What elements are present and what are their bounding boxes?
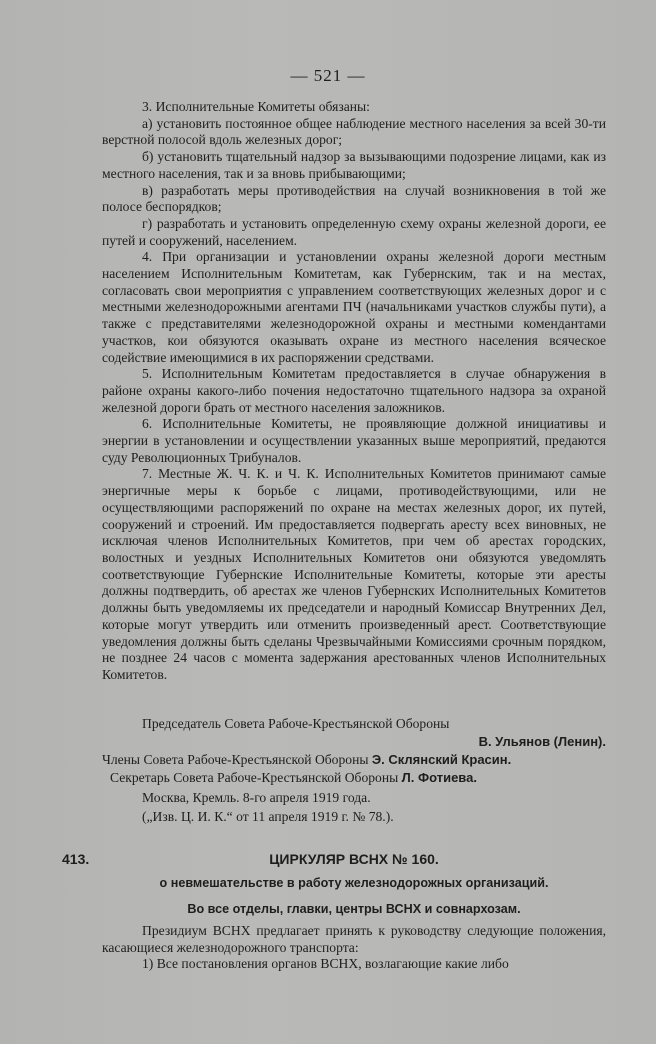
document-title: ЦИРКУЛЯР ВСНХ № 160. xyxy=(269,851,439,867)
circular-intro: Президиум ВСНХ предлагает принять к руководству следующие положения, касающиеся железнодорожного транспорта: xyxy=(102,923,606,955)
secretary-name: Л. Фотиева. xyxy=(401,770,477,785)
paragraph-3b: б) установить тщательный надзор за вызывающими подозрение лицами, как из местного населения, так и за вновь прибывающими; xyxy=(102,149,606,181)
page-number: — 521 — xyxy=(290,66,366,85)
paragraph-3v: в) разработать меры противодействия на случай возникновения в той же полосе беспорядков; xyxy=(102,182,606,215)
paragraph-6: 6. Исполнительные Комитеты, не проявляющие должной инициативы и энергии в установлении и осуществлении указанных выше мероприятий, предаются суду Революционных Трибуналов. xyxy=(102,416,606,465)
circular-item-1: 1) Все постановления органов ВСНХ, возлагающие какие либо xyxy=(142,956,509,972)
document-subtitle: о невмешательстве в работу железнодорожных организаций. xyxy=(159,876,549,890)
circular-body xyxy=(102,923,606,973)
secretary-line xyxy=(102,770,606,786)
secretary-title: Секретарь Совета Рабоче-Крестьянской Обороны xyxy=(110,770,399,785)
members-names: Э. Склянский Красин. xyxy=(371,752,512,767)
paragraph-7: 7. Местные Ж. Ч. К. и Ч. К. Исполнительных Комитетов принимают самые энергичные меры к борьбе с лицами, противодействующими, или не осуществляющими распоряжений по охране на местах железных дорог, их путей, сооружений и строений. Им предоставляется подвергать аресту всех виновных, не исключая членов Исполнительных Комитетов, при чем об арестах городских, волостных и уездных Исполнительных Комитетов они обязуются уведомлять соответствующие Губернские Исполнительные Комитеты, которые эти аресты должны подтвердить, об арестах же членов Губернских Исполнительных Комитетов должны быть уведомляемы их председатели и народный Комиссар Внутренних Дел, которые могут утвердить или отменить произведенный арест. Соответствующие уведомления должны быть сделаны Чрезвычайными Комиссиями срочным порядком, не позднее 24 часов с момента задержания арестованных членов Исполнительных Комитетов. xyxy=(102,466,606,682)
members-line xyxy=(102,752,606,768)
document-address: Во все отделы, главки, центры ВСНХ и совнархозам. xyxy=(187,902,521,916)
paragraph-3a: а) установить постоянное общее наблюдение местного населения за всей 30-ти верстной полосой вдоль железных дорог; xyxy=(102,115,606,148)
chairman-title: Председатель Совета Рабоче-Крестьянской Обороны xyxy=(142,716,450,731)
paragraph-4: 4. При организации и установлении охраны железной дороги местным населением Исполнительным Комитетам, как Губернским, так и на местах, согласовать свои мероприятия с управлением соответствующих железных дорог и с местными железнодорожными агентами ПЧ (начальниками участков службы пути), а также с представителями железнодорожной охраны и местными комендантами участков, кои обязуются оказывать охране из местного населения всяческое содействие имеющимися в их распоряжении средствами. xyxy=(102,249,606,365)
source-citation: („Изв. Ц. И. К.“ от 11 апреля 1919 г. № 78.). xyxy=(142,809,394,824)
document-number: 413. xyxy=(62,851,90,867)
dateline: Москва, Кремль. 8-го апреля 1919 года. xyxy=(142,790,371,805)
paragraph-3g: г) разработать и установить определенную схему охраны железной дороги, ее путей и сооружений, населением. xyxy=(102,215,606,248)
members-title: Члены Совета Рабоче-Крестьянской Обороны xyxy=(102,752,369,767)
decree-body xyxy=(102,99,606,684)
chairman-name: В. Ульянов (Ленин). xyxy=(478,734,606,749)
paragraph-3-heading: 3. Исполнительные Комитеты обязаны: xyxy=(142,99,370,114)
paragraph-5: 5. Исполнительным Комитетам предоставляется в случае обнаружения в районе охраны какого-либо почения недостаточно тщательного надзора за охраной железной дороги брать от местного населения заложников. xyxy=(102,366,606,415)
